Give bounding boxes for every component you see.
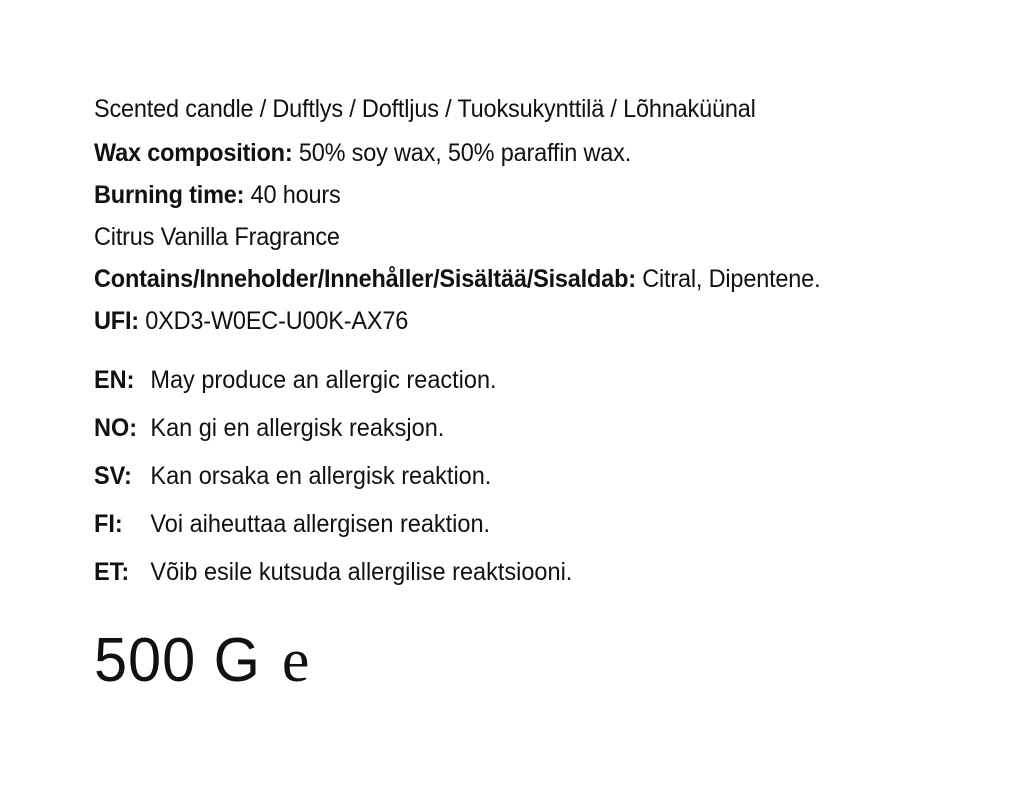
- wax-composition-line: [94, 132, 914, 174]
- burning-time-value: 40 hours: [250, 181, 341, 209]
- warning-text: May produce an allergic reaction.: [150, 366, 497, 394]
- warning-text: Voi aiheuttaa allergisen reaktion.: [150, 510, 491, 538]
- warning-text: Kan orsaka en allergisk reaktion.: [150, 462, 492, 490]
- list-item: [94, 404, 914, 452]
- warning-text: Võib esile kutsuda allergilise reaktsiooni.: [150, 558, 573, 586]
- language-code: EN:: [94, 366, 135, 394]
- language-code: FI:: [94, 510, 123, 538]
- product-name-line: Scented candle / Duftlys / Doftljus / Tuoksukynttilä / Lõhnaküünal: [94, 95, 756, 123]
- warning-text: Kan gi en allergisk reaksjon.: [150, 414, 445, 442]
- language-code: NO:: [94, 414, 138, 442]
- estimated-sign-icon: e: [281, 627, 310, 695]
- net-weight-row: [94, 626, 966, 695]
- list-item: [94, 452, 914, 500]
- burning-time-label: Burning time:: [94, 181, 245, 209]
- language-code: SV:: [94, 462, 132, 490]
- contains-label: Contains/Inneholder/Innehåller/Sisältää/Sisaldab:: [94, 265, 636, 293]
- burning-time-line: [94, 174, 914, 216]
- contains-line: [94, 258, 914, 300]
- wax-composition-value: 50% soy wax, 50% paraffin wax.: [298, 139, 632, 167]
- ufi-label: UFI:: [94, 307, 139, 335]
- ufi-line: [94, 300, 914, 342]
- net-weight-value: 500 G: [94, 626, 261, 695]
- wax-composition-label: Wax composition:: [94, 139, 293, 167]
- list-item: [94, 500, 914, 548]
- ufi-value: 0XD3-W0EC-U00K-AX76: [145, 307, 409, 335]
- contains-value: Citral, Dipentene.: [642, 265, 821, 293]
- list-item: [94, 548, 914, 596]
- allergy-warning-list: [94, 356, 966, 596]
- list-item: [94, 356, 914, 404]
- fragrance-line: Citrus Vanilla Fragrance: [94, 223, 340, 251]
- language-code: ET:: [94, 558, 130, 586]
